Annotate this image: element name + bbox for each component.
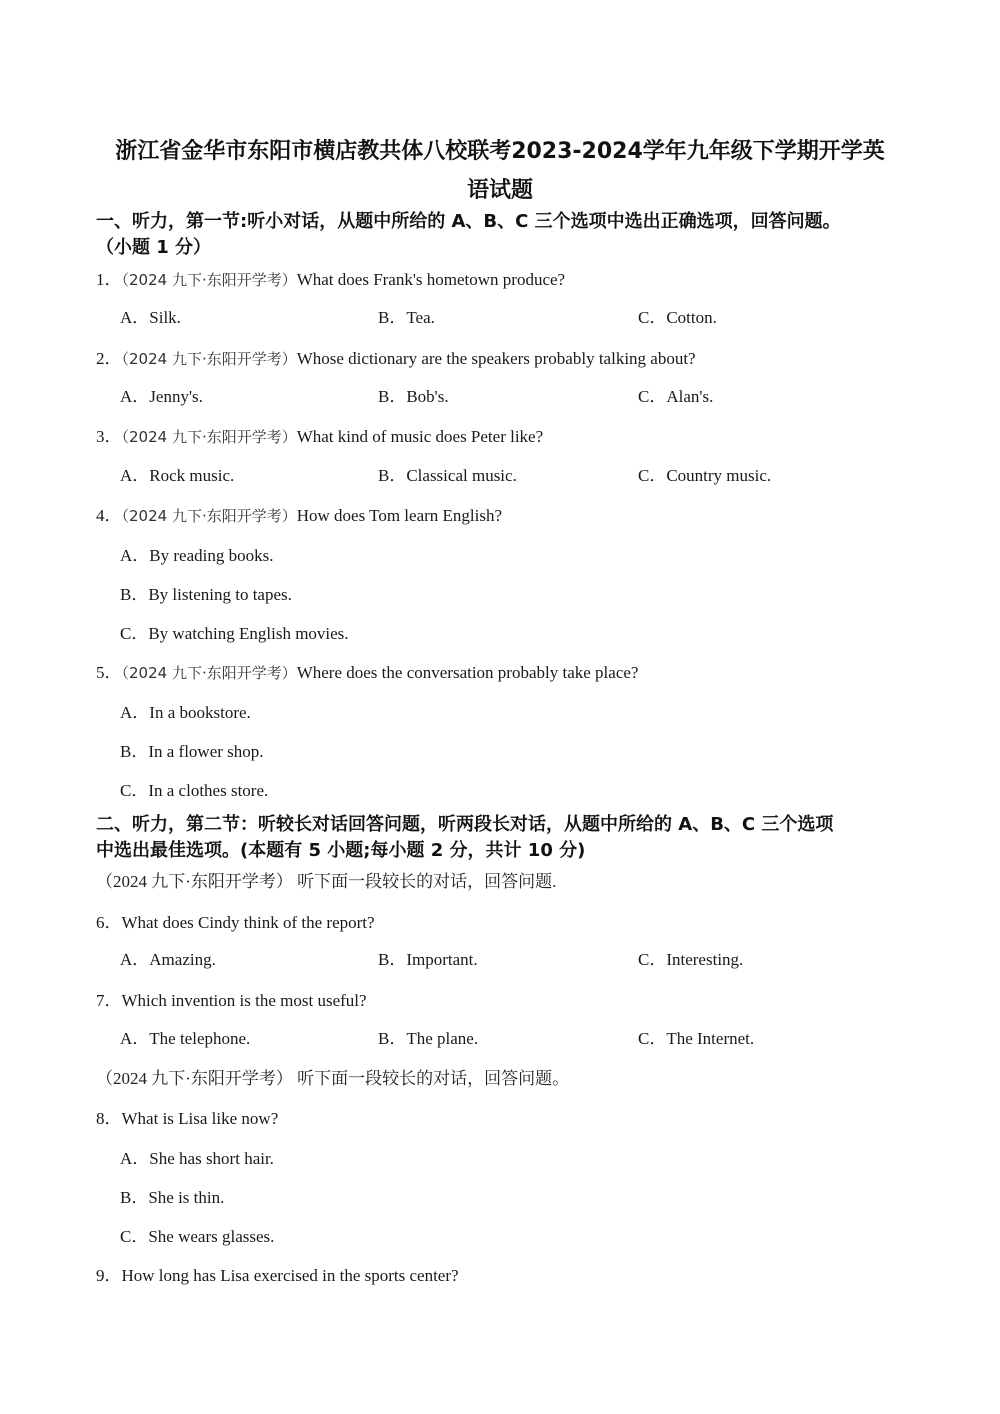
q2-option-c: C．Alan's. [638,387,714,406]
q4-option-b: B．By listening to tapes. [120,585,292,604]
q4-option-c: C．By watching English movies. [120,624,349,643]
section2-heading-line1: 二、听力，第二节：听较长对话回答问题，听两段长对话，从题中所给的 A、B、C 三个选项 [96,814,834,835]
question-5 [96,661,956,685]
q8-option-c: C．She wears glasses. [120,1227,275,1246]
q5-option-c: C．In a clothes store. [120,781,269,800]
q3-option-c: C．Country music. [638,466,772,485]
q3-option-b: B．Classical music. [378,466,517,485]
section1-heading-line1: 一、听力，第一节:听小对话，从题中所给的 A、B、C 三个选项中选出正确选项，回答问题。 [96,211,841,232]
q6-option-b: B．Important. [378,950,478,969]
q1-option-b: B．Tea. [378,308,435,327]
q7-option-c: C．The Internet. [638,1029,755,1048]
q8-option-a: A．She has short hair. [120,1149,274,1168]
q2-option-b: B．Bob's. [378,387,449,406]
question-number: 4． [96,506,122,525]
question-text: What kind of music does Peter like? [296,427,544,446]
question-number: 1． [96,270,122,289]
question-text: Where does the conversation probably take place? [296,663,639,682]
section1-heading-line2: （小题 1 分） [96,237,212,258]
q8-option-b: B．She is thin. [120,1188,225,1207]
exam-title-line2: 语试题 [466,178,533,203]
question-source-tag: （2024 九下·东阳开学考） [121,664,297,682]
section2-heading-line2: 中选出最佳选项。(本题有 5 小题;每小题 2 分，共计 10 分) [96,840,586,861]
question-4 [96,504,956,528]
q1-option-a: A．Silk. [120,308,181,327]
dialogue-instruction-1: （2024 九下·东阳开学考） 听下面一段较长的对话，回答问题. [96,872,557,891]
question-number: 3． [96,427,122,446]
question-1 [96,268,956,292]
question-text: How does Tom learn English? [296,506,503,525]
question-8: 8．What is Lisa like now? [96,1109,279,1128]
exam-title-line1: 浙江省金华市东阳市横店教共体八校联考2023-2024学年九年级下学期开学英 [115,139,885,164]
question-3 [96,425,956,449]
question-6: 6．What does Cindy think of the report? [96,913,375,932]
q7-option-a: A．The telephone. [120,1029,251,1048]
question-7: 7．Which invention is the most useful? [96,991,367,1010]
q7-option-b: B．The plane. [378,1029,479,1048]
q5-option-a: A．In a bookstore. [120,703,251,722]
question-source-tag: （2024 九下·东阳开学考） [121,428,297,446]
question-number: 2． [96,349,122,368]
q6-option-a: A．Amazing. [120,950,216,969]
q2-option-a: A．Jenny's. [120,387,203,406]
q4-option-a: A．By reading books. [120,546,274,565]
question-text: Whose dictionary are the speakers probably talking about? [296,349,696,368]
q3-option-a: A．Rock music. [120,466,235,485]
question-source-tag: （2024 九下·东阳开学考） [121,271,297,289]
q5-option-b: B．In a flower shop. [120,742,264,761]
q6-option-c: C．Interesting. [638,950,744,969]
question-number: 5． [96,663,122,682]
dialogue-instruction-2: （2024 九下·东阳开学考） 听下面一段较长的对话，回答问题。 [96,1069,570,1088]
question-9: 9．How long has Lisa exercised in the sports center? [96,1266,459,1285]
question-2 [96,347,956,371]
question-text: What does Frank's hometown produce? [296,270,566,289]
question-source-tag: （2024 九下·东阳开学考） [121,350,297,368]
question-source-tag: （2024 九下·东阳开学考） [121,507,297,525]
q1-option-c: C．Cotton. [638,308,717,327]
